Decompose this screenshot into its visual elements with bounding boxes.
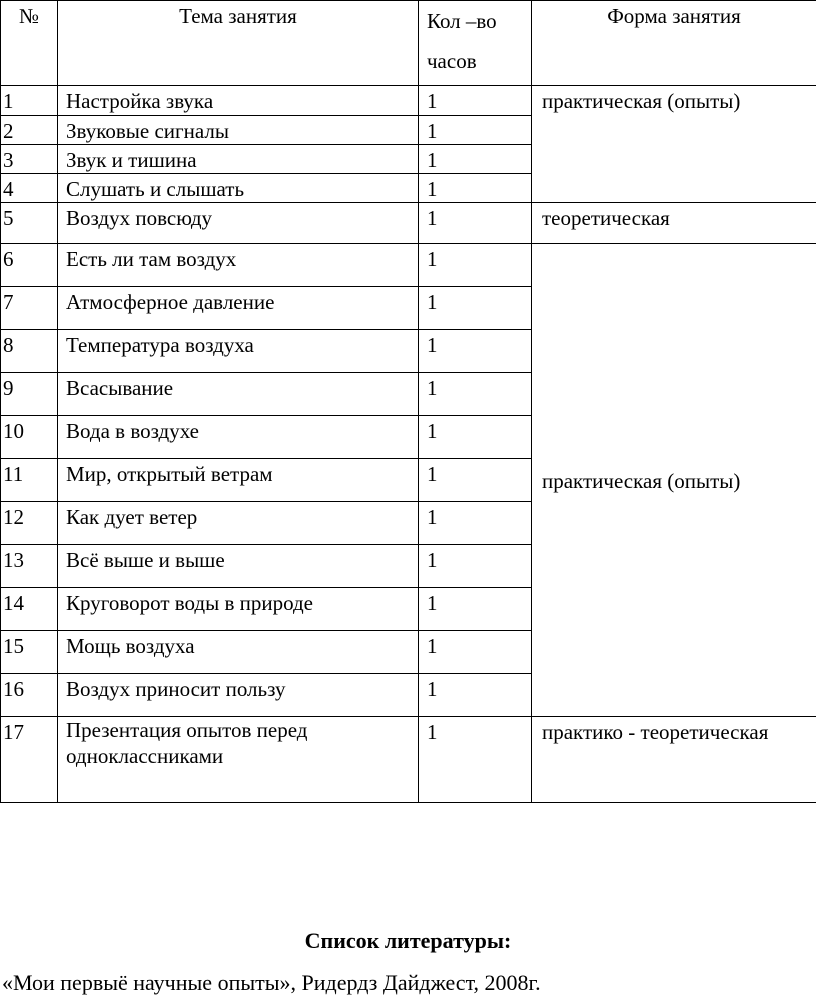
row-num: 8 bbox=[1, 330, 58, 373]
row-num: 6 bbox=[1, 244, 58, 287]
table-row bbox=[1, 86, 816, 116]
table-row bbox=[1, 717, 816, 803]
row-form: практическая (опыты) bbox=[532, 244, 816, 717]
row-num: 11 bbox=[1, 459, 58, 502]
row-hours: 1 bbox=[419, 116, 532, 145]
row-hours: 1 bbox=[419, 459, 532, 502]
header-form: Форма занятия bbox=[532, 1, 816, 86]
row-topic: Есть ли там воздух bbox=[58, 244, 419, 287]
row-num: 15 bbox=[1, 631, 58, 674]
literature-title: Список литературы: bbox=[304, 928, 512, 953]
header-topic: Тема занятия bbox=[58, 1, 419, 86]
row-num: 3 bbox=[1, 145, 58, 174]
header-num: № bbox=[1, 1, 58, 86]
row-num: 4 bbox=[1, 174, 58, 203]
row-hours: 1 bbox=[419, 287, 532, 330]
row-num: 16 bbox=[1, 674, 58, 717]
row-topic: Настройка звука bbox=[58, 86, 419, 116]
row-num: 13 bbox=[1, 545, 58, 588]
row-hours: 1 bbox=[419, 373, 532, 416]
row-topic: Звук и тишина bbox=[58, 145, 419, 174]
row-num: 9 bbox=[1, 373, 58, 416]
row-hours: 1 bbox=[419, 502, 532, 545]
row-num: 14 bbox=[1, 588, 58, 631]
row-topic: Звуковые сигналы bbox=[58, 116, 419, 145]
row-hours: 1 bbox=[419, 244, 532, 287]
table-row bbox=[1, 244, 816, 287]
row-num: 1 bbox=[1, 86, 58, 116]
row-topic: Мир, открытый ветрам bbox=[58, 459, 419, 502]
row-hours: 1 bbox=[419, 174, 532, 203]
row-hours: 1 bbox=[419, 717, 532, 803]
row-topic: Мощь воздуха bbox=[58, 631, 419, 674]
row-hours: 1 bbox=[419, 674, 532, 717]
row-topic: Воздух повсюду bbox=[58, 203, 419, 244]
row-topic: Презентация опытов перед одноклассниками bbox=[58, 717, 419, 803]
row-topic: Круговорот воды в природе bbox=[58, 588, 419, 631]
row-topic: Температура воздуха bbox=[58, 330, 419, 373]
row-topic: Слушать и слышать bbox=[58, 174, 419, 203]
row-num: 5 bbox=[1, 203, 58, 244]
header-hours: Кол –во часов bbox=[419, 1, 532, 86]
row-topic: Вода в воздухе bbox=[58, 416, 419, 459]
row-num: 7 bbox=[1, 287, 58, 330]
row-topic: Атмосферное давление bbox=[58, 287, 419, 330]
row-hours: 1 bbox=[419, 631, 532, 674]
table-header-row bbox=[1, 1, 816, 86]
row-hours: 1 bbox=[419, 86, 532, 116]
row-form: практико - теоретическая bbox=[532, 717, 816, 803]
row-hours: 1 bbox=[419, 203, 532, 244]
row-hours: 1 bbox=[419, 330, 532, 373]
row-num: 2 bbox=[1, 116, 58, 145]
row-topic: Всё выше и выше bbox=[58, 545, 419, 588]
row-hours: 1 bbox=[419, 588, 532, 631]
row-hours: 1 bbox=[419, 145, 532, 174]
table-row bbox=[1, 203, 816, 244]
row-form: теоретическая bbox=[532, 203, 816, 244]
row-topic: Как дует ветер bbox=[58, 502, 419, 545]
row-num: 12 bbox=[1, 502, 58, 545]
row-num: 10 bbox=[1, 416, 58, 459]
row-form: практическая (опыты) bbox=[532, 86, 816, 203]
row-hours: 1 bbox=[419, 545, 532, 588]
row-topic: Воздух приносит пользу bbox=[58, 674, 419, 717]
row-num: 17 bbox=[1, 717, 58, 803]
row-topic: Всасывание bbox=[58, 373, 419, 416]
literature-item: «Мои первыё научные опыты», Ридердз Дайджест, 2008г. bbox=[2, 970, 541, 995]
row-hours: 1 bbox=[419, 416, 532, 459]
